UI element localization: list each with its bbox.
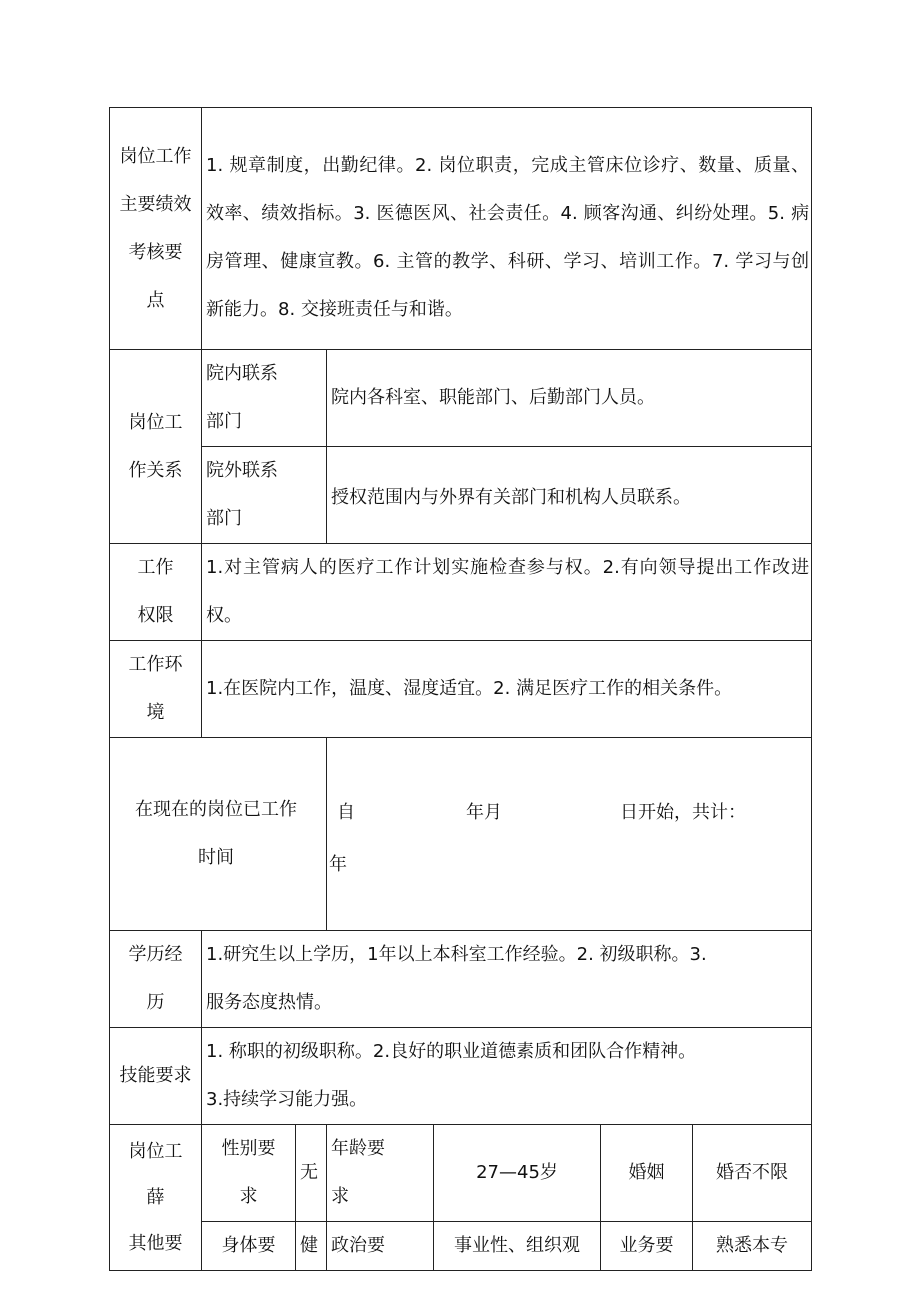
tenure-label [110, 738, 327, 931]
tenure-row [110, 738, 812, 931]
skills-row [110, 1028, 812, 1125]
marriage-label: 婚姻 [601, 1125, 693, 1222]
age-value: 27—45岁 [434, 1125, 601, 1222]
gender-label: 性别要 求 [202, 1125, 296, 1222]
business-label: 业务要 [601, 1222, 693, 1271]
environment-row [110, 641, 812, 738]
skills-content: 1. 称职的初级职称。2.良好的职业道德素质和团队合作精神。 3.持续学习能力强。 [202, 1028, 812, 1125]
environment-label: 工作环 境 [110, 641, 202, 738]
skills-label: 技能要求 [110, 1028, 202, 1125]
internal-contact-label: 院内联系 部门 [202, 350, 327, 447]
health-label: 身体要 [202, 1222, 296, 1271]
tenure-year: 年 [329, 854, 347, 875]
authority-row [110, 544, 812, 641]
performance-content: 1. 规章制度，出勤纪律。2. 岗位职责，完成主管床位诊疗、数量、质量、效率、绩效指标。3. 医德医风、社会责任。4. 顾客沟通、纠纷处理。5. 病房管理、健康宣教。6. 主管的教学、科研、学习、培训工作。7. 学习与创新能力。8. 交接班责任与和谐。 [202, 108, 812, 350]
relations-external-row [110, 447, 812, 544]
tenure-from: 自 [337, 802, 355, 823]
external-contact-content: 授权范围内与外界有关部门和机构人员联系。 [327, 447, 812, 544]
internal-contact-content: 院内各科室、职能部门、后勤部门人员。 [327, 350, 812, 447]
political-value: 事业性、组织观 [434, 1222, 601, 1271]
relations-internal-row [110, 350, 812, 447]
tenure-start-total: 日开始，共计： [620, 802, 746, 823]
tenure-content [327, 738, 812, 931]
environment-content: 1.在医院内工作，温度、湿度适宜。2. 满足医疗工作的相关条件。 [202, 641, 812, 738]
business-value: 熟悉本专 [693, 1222, 812, 1271]
tenure-label-text: 在现在的岗位已工作 时间 [135, 799, 297, 868]
relations-label: 岗位工 作关系 [110, 350, 202, 544]
education-row [110, 931, 812, 1028]
performance-row [110, 108, 812, 350]
other-requirements-label: 岗位工 薛 其他要 [110, 1125, 202, 1271]
tenure-year-month: 年月 [466, 802, 502, 823]
education-content: 1.研究生以上学历，1年以上本科室工作经验。2. 初级职称。3. 服务态度热情。 [202, 931, 812, 1028]
performance-label: 岗位工作 主要绩效 考核要 点 [110, 108, 202, 350]
job-description-table [109, 107, 812, 1271]
gender-value: 无 [296, 1125, 327, 1222]
political-label: 政治要 [327, 1222, 434, 1271]
authority-label: 工作 权限 [110, 544, 202, 641]
health-value: 健 [296, 1222, 327, 1271]
marriage-value: 婚否不限 [693, 1125, 812, 1222]
other-requirements-row-1 [110, 1125, 812, 1222]
age-label: 年龄要 求 [327, 1125, 434, 1222]
external-contact-label: 院外联系 部门 [202, 447, 327, 544]
authority-content: 1.对主管病人的医疗工作计划实施检查参与权。2.有向领导提出工作改进权。 [202, 544, 812, 641]
education-label: 学历经 历 [110, 931, 202, 1028]
other-requirements-row-2 [110, 1222, 812, 1271]
